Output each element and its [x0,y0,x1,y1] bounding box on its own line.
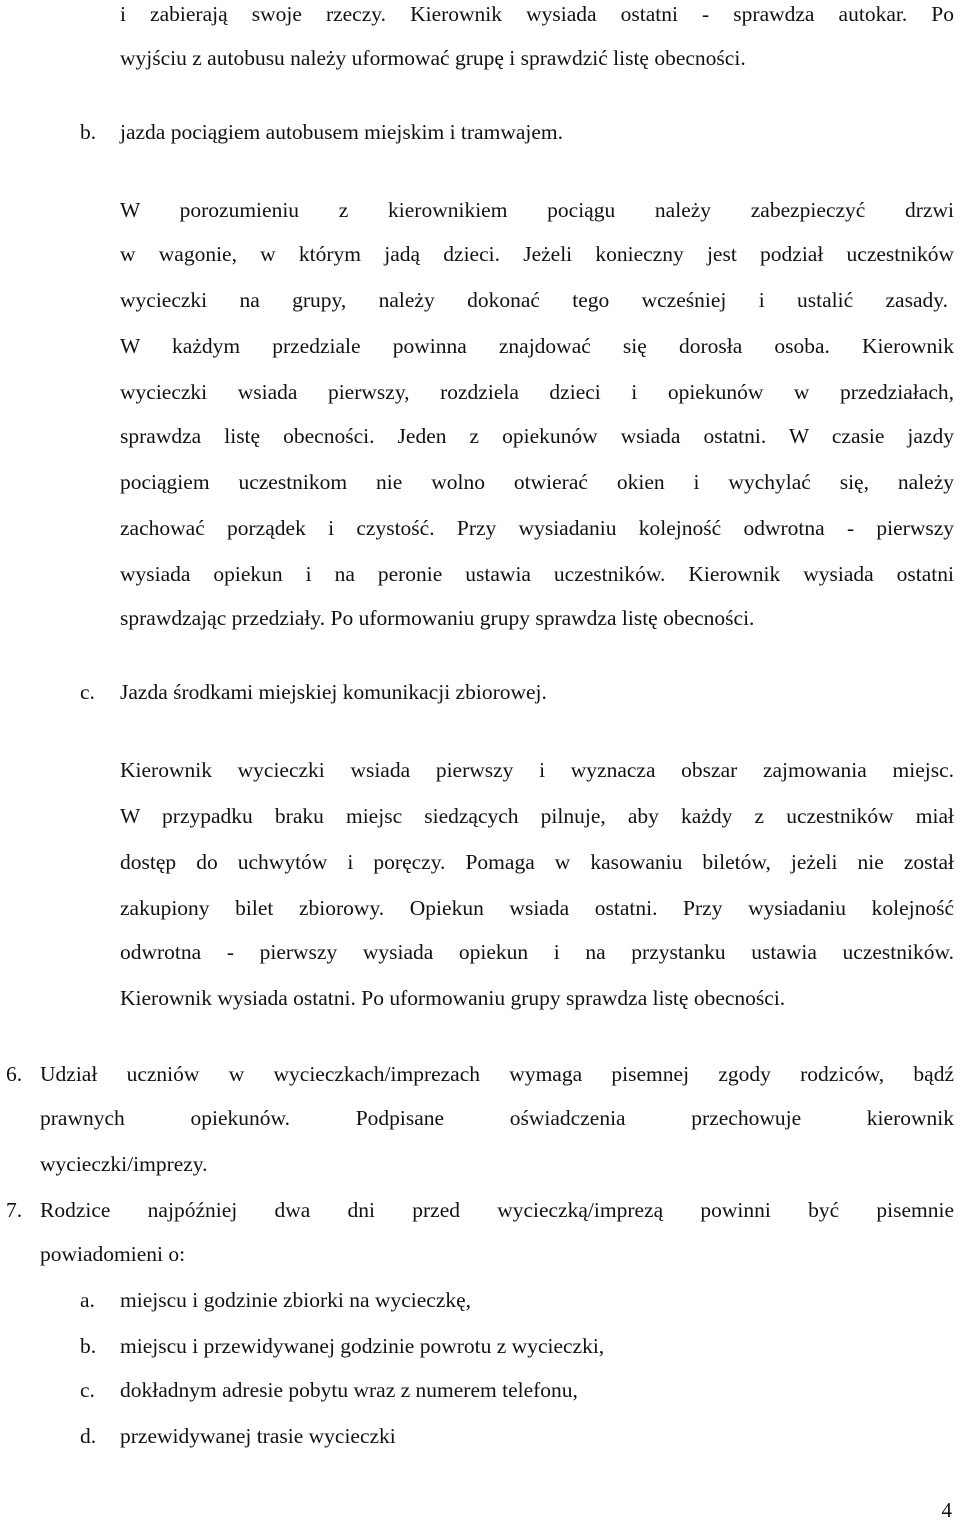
paragraph-line: wycieczki wsiada pierwszy, rozdziela dzieci i opiekunów w przedziałach, [120,380,954,404]
paragraph-line: Rodzice najpóźniej dwa dni przed wycieczką/imprezą powinni być pisemnie [40,1198,954,1222]
paragraph-line: w wagonie, w którym jadą dzieci. Jeżeli konieczny jest podział uczestników [120,242,954,266]
list-marker: b. [80,120,97,144]
paragraph-line: zachować porządek i czystość. Przy wysiadaniu kolejność odwrotna - pierwszy [120,516,954,540]
paragraph-line: wycieczki na grupy, należy dokonać tego wcześniej i ustalić zasady. [120,288,948,312]
paragraph-line: dostęp do uchwytów i poręczy. Pomaga w kasowaniu biletów, jeżeli nie został [120,850,954,874]
sublist-item: przewidywanej trasie wycieczki [120,1424,396,1448]
sublist-item: dokładnym adresie pobytu wraz z numerem telefonu, [120,1378,578,1402]
paragraph-line: Kierownik wycieczki wsiada pierwszy i wyznacza obszar zajmowania miejsc. [120,758,954,782]
sublist-marker: d. [80,1424,97,1448]
sublist-item: miejscu i godzinie zbiorki na wycieczkę, [120,1288,472,1312]
paragraph-line: W każdym przedziale powinna znajdować się dorosła osoba. Kierownik [120,334,954,358]
list-marker: c. [80,680,95,704]
paragraph-line: sprawdzając przedziały. Po uformowaniu grupy sprawdza listę obecności. [120,606,755,630]
sublist-marker: c. [80,1378,95,1402]
paragraph-line: prawnych opiekunów. Podpisane oświadczenia przechowuje kierownik [40,1106,954,1130]
paragraph-line: odwrotna - pierwszy wysiada opiekun i na przystanku ustawia uczestników. [120,940,954,964]
paragraph-line: Udział uczniów w wycieczkach/imprezach wymaga pisemnej zgody rodziców, bądź [40,1062,954,1086]
paragraph-line: i zabierają swoje rzeczy. Kierownik wysiada ostatni - sprawdza autokar. Po [120,2,954,26]
paragraph-line: wyjściu z autobusu należy uformować grupę i sprawdzić listę obecności. [120,46,746,70]
page-number: 4 [941,1498,952,1522]
sublist-marker: b. [80,1334,97,1358]
list-marker: 6. [6,1062,23,1086]
paragraph-line: sprawdza listę obecności. Jeden z opiekunów wsiada ostatni. W czasie jazdy [120,424,954,448]
sublist-marker: a. [80,1288,95,1312]
paragraph-line: zakupiony bilet zbiorowy. Opiekun wsiada ostatni. Przy wysiadaniu kolejność [120,896,954,920]
paragraph-line: W przypadku braku miejsc siedzących pilnuje, aby każdy z uczestników miał [120,804,954,828]
paragraph-line: powiadomieni o: [40,1242,186,1266]
list-marker: 7. [6,1198,23,1222]
paragraph-line: wycieczki/imprezy. [40,1152,208,1176]
paragraph-line: W porozumieniu z kierownikiem pociągu należy zabezpieczyć drzwi [120,198,954,222]
paragraph-line: Kierownik wysiada ostatni. Po uformowaniu grupy sprawdza listę obecności. [120,986,786,1010]
sublist-item: miejscu i przewidywanej godzinie powrotu z wycieczki, [120,1334,605,1358]
section-heading: jazda pociągiem autobusem miejskim i tramwajem. [120,120,564,144]
paragraph-line: pociągiem uczestnikom nie wolno otwierać okien i wychylać się, należy [120,470,954,494]
paragraph-line: wysiada opiekun i na peronie ustawia uczestników. Kierownik wysiada ostatni [120,562,954,586]
section-heading: Jazda środkami miejskiej komunikacji zbiorowej. [120,680,547,704]
